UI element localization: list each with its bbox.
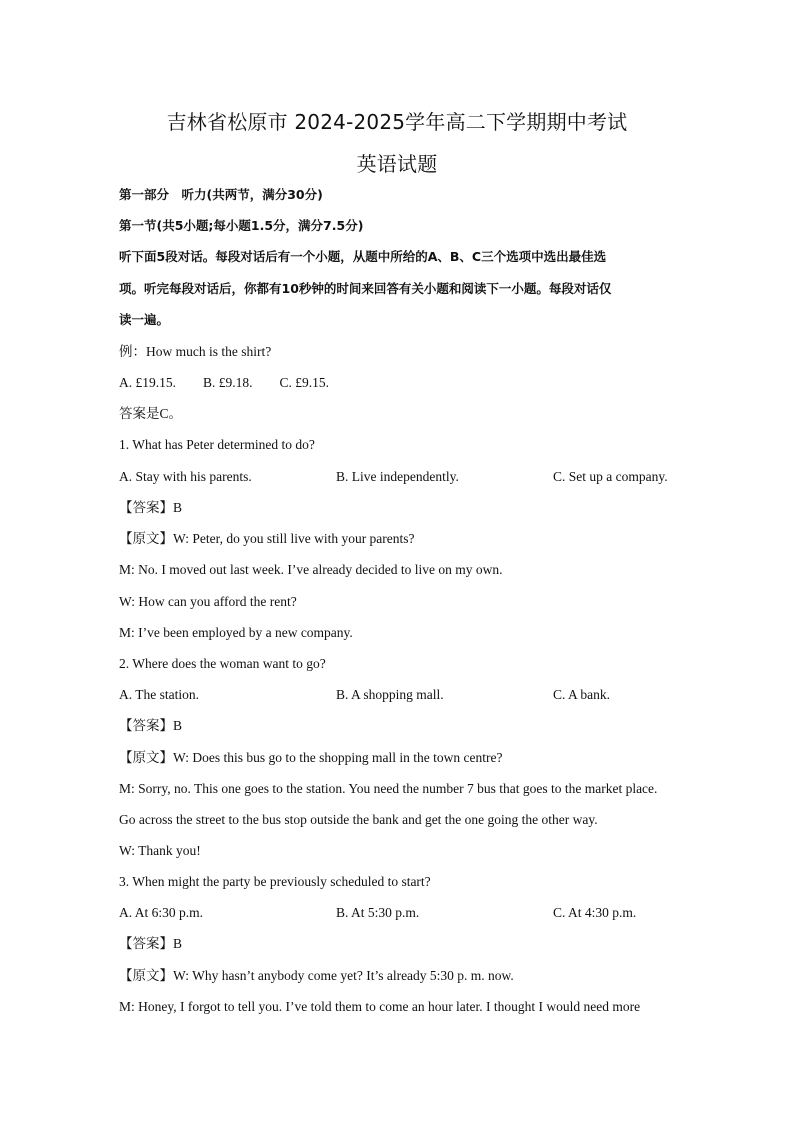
q2-answer: 【答案】B <box>119 718 183 733</box>
q2-transcript-3: Go across the street to the bus stop outside the bank and get the one going the other way. <box>119 812 598 827</box>
q1-transcript-4: M: I’ve been employed by a new company. <box>119 625 353 640</box>
section-heading: 第一部分 听力(共两节，满分30分) <box>119 187 323 202</box>
q3-transcript-2: M: Honey, I forgot to tell you. I’ve told them to come an hour later. I thought I would need more <box>119 999 641 1014</box>
q1-option-b: B. Live independently. <box>336 469 459 484</box>
question-3: 3. When might the party be previously scheduled to start? <box>119 874 431 889</box>
q3-option-c: C. At 4:30 p.m. <box>553 905 637 920</box>
q1-answer: 【答案】B <box>119 500 183 515</box>
subsection-heading: 第一节(共5小题;每小题1.5分，满分7.5分) <box>119 218 364 233</box>
q3-option-a: A. At 6:30 p.m. <box>119 905 204 920</box>
q2-option-a: A. The station. <box>119 687 199 702</box>
example-question: 例：How much is the shirt? <box>119 344 272 359</box>
q2-option-c: C. A bank. <box>553 687 611 702</box>
instructions-line-2: 项。听完每段对话后，你都有10秒钟的时间来回答有关小题和阅读下一小题。每段对话仅 <box>119 281 612 296</box>
page-subtitle: 英语试题 <box>356 152 438 176</box>
q2-transcript-1: 【原文】W: Does this bus go to the shopping mall in the town centre? <box>119 750 503 765</box>
instructions-line-3: 读一遍。 <box>119 312 170 327</box>
q1-transcript-2: M: No. I moved out last week. I’ve already decided to live on my own. <box>119 562 503 577</box>
q3-answer: 【答案】B <box>119 936 183 951</box>
q1-transcript-3: W: How can you afford the rent? <box>119 594 297 609</box>
q1-option-a: A. Stay with his parents. <box>119 469 252 484</box>
q1-transcript-1: 【原文】W: Peter, do you still live with your parents? <box>119 531 415 546</box>
question-1: 1. What has Peter determined to do? <box>119 437 315 452</box>
example-options: A. £19.15. B. £9.18. C. £9.15. <box>119 375 330 390</box>
q2-option-b: B. A shopping mall. <box>336 687 444 702</box>
example-answer: 答案是C。 <box>119 406 183 421</box>
q2-transcript-4: W: Thank you! <box>119 843 201 858</box>
q2-transcript-2: M: Sorry, no. This one goes to the station. You need the number 7 bus that goes to the market place. <box>119 781 658 796</box>
question-2: 2. Where does the woman want to go? <box>119 656 326 671</box>
page-title: 吉林省松原市 2024-2025学年高二下学期期中考试 <box>166 110 628 134</box>
instructions-line-1: 听下面5段对话。每段对话后有一个小题，从题中所给的A、B、C三个选项中选出最佳选 <box>119 249 607 264</box>
q1-option-c: C. Set up a company. <box>553 469 668 484</box>
q3-transcript-1: 【原文】W: Why hasn’t anybody come yet? It’s already 5:30 p. m. now. <box>119 968 514 983</box>
q3-option-b: B. At 5:30 p.m. <box>336 905 420 920</box>
